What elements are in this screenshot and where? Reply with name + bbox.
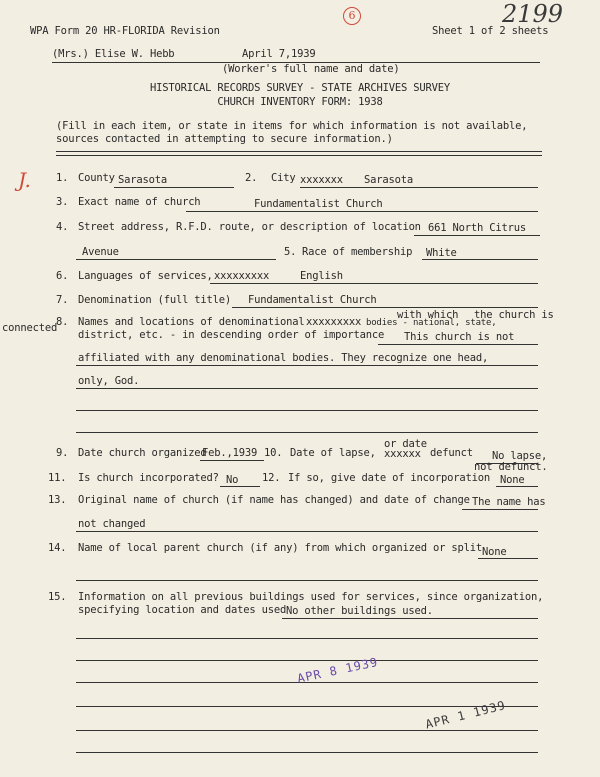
item-11-value: No	[226, 474, 239, 486]
item-3-underline	[186, 211, 538, 212]
received-stamp-purple: APR 8 1939	[296, 654, 380, 686]
red-margin-mark: J.	[18, 168, 31, 192]
item-8-value-2: affiliated with any denominational bodies. They recognize one head,	[78, 352, 489, 364]
item-15-text-2: specifying location and dates used	[78, 604, 287, 616]
item-8-struck: xxxxxxxxx	[306, 316, 362, 328]
item-4-underline-2	[76, 259, 276, 260]
form-id: WPA Form 20 HR-FLORIDA Revision	[30, 25, 220, 37]
item-2-value: Sarasota	[364, 174, 413, 186]
item-12-value: None	[500, 474, 525, 486]
item-8-label: 8.	[56, 316, 69, 328]
form-subtitle: CHURCH INVENTORY FORM: 1938	[217, 96, 383, 108]
item-8-text-d: district, etc. - in descending order of importance	[78, 329, 385, 341]
item-2-underline	[300, 187, 538, 188]
item-1-text: County	[78, 172, 115, 184]
item-8-underline-1	[378, 344, 538, 345]
item-3-value: Fundamentalist Church	[254, 198, 383, 210]
item-2-text: City	[271, 172, 296, 184]
item-6-struck: xxxxxxxxx	[214, 270, 270, 282]
item-10-struck: xxxxxx	[384, 448, 421, 460]
item-10-insert: or date	[384, 438, 427, 450]
red-circle-mark: 6	[343, 7, 361, 25]
item-10-value-2: not defunct.	[474, 461, 548, 473]
item-14-underline	[478, 558, 538, 559]
item-2-struck: xxxxxxx	[300, 174, 343, 186]
item-10-value: No lapse,	[492, 450, 548, 462]
item-5-underline	[422, 259, 538, 260]
item-10-text: Date of lapse,	[290, 447, 376, 459]
item-7-value: Fundamentalist Church	[248, 294, 377, 306]
received-stamp-black: APR 1 1939	[424, 698, 508, 732]
item-8-underline-2	[76, 365, 538, 366]
item-8-text-b: bodies - national, state,	[366, 318, 497, 328]
item-14-label: 14.	[48, 542, 67, 554]
item-15-text: Information on all previous buildings used for services, since organization,	[78, 591, 544, 603]
item-13-label: 13.	[48, 494, 67, 506]
instructions-line-1: (Fill in each item, or state in items for which information is not available,	[56, 120, 528, 132]
item-7-underline	[232, 307, 538, 308]
item-13-text: Original name of church (if name has changed) and date of change	[78, 494, 470, 506]
item-9-underline	[200, 460, 264, 461]
item-11-underline	[220, 486, 260, 487]
item-13-value: The name has	[472, 496, 546, 508]
item-8-insert: with which	[397, 309, 459, 321]
item-15-underline	[282, 618, 538, 619]
item-4-text: Street address, R.F.D. route, or description of location	[78, 221, 421, 233]
form-title: HISTORICAL RECORDS SURVEY - STATE ARCHIVES SURVEY	[150, 82, 450, 94]
worker-date: April 7,1939	[242, 48, 316, 60]
item-8-text-c: the church is	[474, 309, 554, 321]
item-12-text: If so, give date of incorporation	[288, 472, 491, 484]
item-3-label: 3.	[56, 196, 69, 208]
item-5-label: 5.	[284, 246, 297, 258]
item-2-label: 2.	[245, 172, 258, 184]
sheet-number: Sheet 1 of 2 sheets	[432, 25, 549, 37]
item-6-label: 6.	[56, 270, 69, 282]
item-7-text: Denomination (full title)	[78, 294, 232, 306]
blank-line-5	[76, 730, 538, 731]
worker-caption: (Worker's full name and date)	[222, 63, 400, 75]
item-15-label: 15.	[48, 591, 67, 603]
item-14-text: Name of local parent church (if any) from which organized or split	[78, 542, 483, 554]
item-8-value-1: This church is not	[404, 331, 515, 343]
item-8-underline-3	[76, 388, 538, 389]
blank-line-6	[76, 752, 538, 753]
item-1-underline	[114, 187, 234, 188]
item-13-underline	[462, 509, 538, 510]
double-rule	[56, 151, 542, 156]
item-9-value: Feb.,1939	[202, 447, 258, 459]
item-5-text: Race of membership	[302, 246, 413, 258]
item-14-value: None	[482, 546, 507, 558]
bleed-through-text	[330, 12, 336, 23]
item-12-label: 12.	[262, 472, 281, 484]
item-8-underline-5	[76, 432, 538, 433]
item-6-underline	[210, 283, 538, 284]
item-8-margin: connected	[2, 322, 58, 334]
item-8-value-3: only, God.	[78, 375, 140, 387]
item-1-label: 1.	[56, 172, 69, 184]
item-11-text: Is church incorporated?	[78, 472, 219, 484]
item-13-underline-2	[76, 531, 538, 532]
item-4-label: 4.	[56, 221, 69, 233]
item-3-text: Exact name of church	[78, 196, 201, 208]
item-6-value: English	[300, 270, 343, 282]
handwritten-number: 2199	[502, 0, 564, 28]
item-5-value: White	[426, 247, 457, 259]
item-9-label: 9.	[56, 447, 69, 459]
blank-line-2	[76, 660, 538, 661]
item-14-underline-2	[76, 580, 538, 581]
item-7-label: 7.	[56, 294, 69, 306]
item-11-label: 11.	[48, 472, 67, 484]
instructions-line-2: sources contacted in attempting to secure information.)	[56, 133, 393, 145]
item-8-underline-4	[76, 410, 538, 411]
item-1-value: Sarasota	[118, 174, 167, 186]
item-4-value: 661 North Citrus	[428, 222, 526, 234]
blank-line-1	[76, 638, 538, 639]
item-12-underline	[496, 486, 538, 487]
item-9-text: Date church organized	[78, 447, 207, 459]
item-10-label: 10.	[264, 447, 283, 459]
worker-name: (Mrs.) Elise W. Hebb	[52, 48, 175, 60]
item-15-value: No other buildings used.	[286, 605, 433, 617]
item-13-value-2: not changed	[78, 518, 146, 530]
item-6-text: Languages of services,	[78, 270, 213, 282]
item-4-underline	[414, 235, 540, 236]
item-8-text-a: Names and locations of denominational	[78, 316, 305, 328]
item-4-value-2: Avenue	[82, 246, 119, 258]
item-10-text-b: defunct	[430, 447, 473, 459]
